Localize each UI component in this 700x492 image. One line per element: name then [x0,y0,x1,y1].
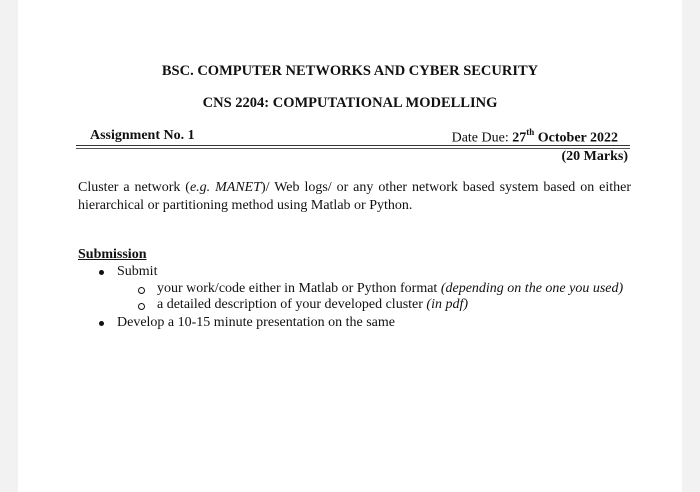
due-date-label: Date Due: [451,130,513,146]
due-date-rest: October 2022 [534,130,618,146]
sub-item-code [157,281,623,297]
task-example: e.g. MANET [189,180,261,195]
task-description [78,179,631,215]
due-date-day: 27 [512,130,527,146]
sub-bullet-icon [138,287,145,294]
header-rule-top [76,145,630,146]
submit-item: Submit [117,264,158,279]
task-text-1: Cluster a network ( [78,180,190,195]
sub-item-description-text: a detailed description of your developed cluster [157,297,427,312]
sub-item-code-text: your work/code either in Matlab or Python format [157,281,441,296]
total-marks: (20 Marks) [561,149,628,164]
bullet-icon [99,321,104,326]
due-date-suffix: th [526,127,535,137]
sub-bullet-icon [138,303,145,310]
program-title: BSC. COMPUTER NETWORKS AND CYBER SECURITY [161,63,539,79]
bullet-icon [99,270,104,275]
due-date [452,128,618,147]
assignment-number: Assignment No. 1 [90,128,195,143]
presentation-item: Develop a 10-15 minute presentation on the same [117,315,395,330]
sub-item-description-note: (in pdf) [426,297,469,312]
sub-item-description [157,297,468,313]
task-text-2: )/ Web logs/ or any other network based system based on either hierarchical or partitioning method using Matlab or Python. [78,180,631,213]
document-page [18,0,682,492]
header-rule-bottom [76,148,630,149]
course-title: CNS 2204: COMPUTATIONAL MODELLING [202,95,498,111]
submission-heading: Submission [78,247,147,262]
sub-item-code-note: (depending on the one you used) [440,281,624,296]
